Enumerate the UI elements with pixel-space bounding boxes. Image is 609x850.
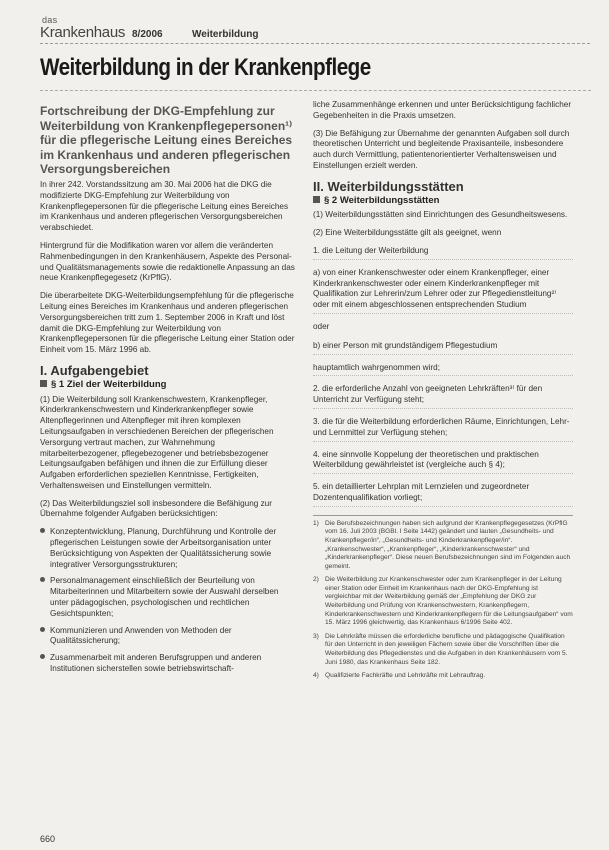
list-item: hauptamtlich wahrgenommen wird; xyxy=(313,363,573,377)
list-item: 5. ein detaillierter Lehrplan mit Lernzielen und zugeordneter Dozentenqualifikation vorliegt; xyxy=(313,482,573,507)
header-divider xyxy=(40,43,590,44)
logo-small-text: das xyxy=(42,15,58,25)
background-paragraph: Hintergrund für die Modifikation waren vor allem die veränderten Rahmenbedingungen in den Krankenhäusern, Aspekte des Personal- und Qualitätsmanagements sowie die redaktionelle Anpassung an das neue Krankenpflegegesetz (KrPflG). xyxy=(40,240,295,283)
footnotes xyxy=(313,515,573,681)
paragraph-heading-1-text: § 1 Ziel der Weiterbildung xyxy=(51,378,167,390)
right-column xyxy=(313,100,573,686)
list-item: a) von einer Krankenschwester oder einem Krankenpfleger, einer Kinderkrankenschwester oder einem Kinderkrankenpfleger mit Qualifikation zur Lehrerin/zum Lehrer oder zur Pflegedienstleitung²⁾ oder mit einem abgeschlossenen entsprechenden Studium xyxy=(313,268,573,314)
bullet-dot-icon xyxy=(40,654,45,659)
bullet-dot-icon xyxy=(40,627,45,632)
section-heading-weiterbildungsstaetten: II. Weiterbildungsstätten xyxy=(313,178,464,194)
suitability-paragraph: (2) Eine Weiterbildungsstätte gilt als geeignet, wenn xyxy=(313,228,502,238)
page-number: 660 xyxy=(40,834,56,844)
bullet-dot-icon xyxy=(40,528,45,533)
article-title: Weiterbildung in der Krankenpflege xyxy=(40,54,371,81)
section-heading-aufgabengebiet: I. Aufgabengebiet xyxy=(40,362,149,378)
list-item: b) einer Person mit grundständigem Pflegestudium xyxy=(313,341,573,355)
intro-paragraph: In ihrer 242. Vorstandssitzung am 30. Mai 2006 hat die DKG die modifizierte DKG-Empfehlung zur Weiterbildung von Krankenpflegepersonen für die pflegerische Leitung eines Bereiches im Krankenhaus und anderen pflegerischen Versorgungsbereichen verabschiedet. xyxy=(40,179,289,233)
bullet-dot-icon xyxy=(40,577,45,582)
list-item: Zusammenarbeit mit anderen Berufsgruppen und anderen Institutionen sicherstellen sowie betriebswirtschaft- xyxy=(40,653,295,675)
list-item: Kommunizieren und Anwenden von Methoden der Qualitätssicherung; xyxy=(40,626,295,648)
goal-paragraph-3: (3) Die Befähigung zur Übernahme der genannten Aufgaben soll durch theoretischen Unterricht und begleitende Praxisanteile, insbesondere auch durch Vermittlung, patientenorientierter Verhaltensweisen und Einstellungen erzielt werden. xyxy=(313,128,570,170)
square-bullet-icon xyxy=(313,196,320,203)
list-item: Personalmanagement einschließlich der Beurteilung von Mitarbeiterinnen und Mitarbeitern sowie der Auswahl derselben unter pädagogischen, psychologischen und rechtlichen Gesichtspunkten; xyxy=(40,576,295,619)
goal-paragraph-1: (1) Die Weiterbildung soll Krankenschwestern, Krankenpfleger, Kinderkrankenschwestern und Kinderkrankenpfleger sowie Altenpflegerinnen und Altenpfleger mit ihren komplexen Leitungsaufgaben in verschiedenen Bereichen der pflegerischen Versorgung vertraut machen, zur Wahrnehmung mitarbeiterbezogener, pflegebezogener und betriebsbezogener Leitungsaufgaben befähigen und ihnen die zur Erfüllung dieser Aufgaben erforderlichen speziellen Kenntnisse, Fertigkeiten, Verhaltensweisen und Einstellungen vermitteln. xyxy=(40,394,274,490)
title-divider xyxy=(40,90,591,91)
journal-logo xyxy=(40,16,125,40)
paragraph-heading-1 xyxy=(40,380,295,391)
institutions-paragraph: (1) Weiterbildungsstätten sind Einrichtungen des Gesundheitswesens. xyxy=(313,210,568,220)
list-item: Konzeptentwicklung, Planung, Durchführung und Kontrolle der pflegerischen Leistungen sowie der Arbeitsorganisation unter Berücksichtigung von Aspekten der Qualitätssicherung sowie integrativer Versorgungsstrukturen; xyxy=(40,527,295,570)
footnote: 3) Die Lehrkräfte müssen die erforderliche berufliche und pädagogische Qualifikation für den Unterricht in den jeweiligen Fächern sowie über die Vorschriften über die Weiterbildung des Pflegedienstes und die Aufgaben in den Krankenhäusern vom 5. Juni 1980, das Krankenhaus Seite 182. xyxy=(313,632,568,666)
paragraph-heading-2 xyxy=(313,196,573,207)
square-bullet-icon xyxy=(40,380,47,387)
effective-date-paragraph: Die überarbeitete DKG-Weiterbildungsempfehlung für die pflegerische Leitung eines Bereiches im Krankenhaus und anderen pflegerischen Versorgungsbereichen tritt zum 1. September 2006 in Kraft und löst damit die DKG-Empfehlung zur Weiterbildung von Krankenpflegepersonen für die pflegerische Leitung einer Station oder Einheit vom 15. März 1996 ab. xyxy=(40,291,295,355)
continued-paragraph: liche Zusammenhänge erkennen und unter Berücksichtigung fachlicher Gegebenheiten in die Praxis umsetzen. xyxy=(313,100,572,120)
footnote: 4) Qualifizierte Fachkräfte und Lehrkräfte mit Lehrauftrag. xyxy=(313,672,486,680)
left-column xyxy=(40,100,295,681)
footnote: 2) Die Weiterbildung zur Krankenschwester oder zum Krankenpfleger in der Leitung einer Station oder Einheit im Krankenhaus nach der DKG-Empfehlung ist vergleichbar mit der Weiterbildung gemäß der „Empfehlung der DKG zur Weiterbildung und Prüfung von Krankenschwestern, Krankenpflegern, Kinderkrankenschwestern und Kinderkrankenpflegern für die Leitungsaufgaben“ vom 15. März 1996 gleichwertig, das Krankenhaus 6/1996 Seite 402. xyxy=(313,576,573,627)
goal-paragraph-2: (2) Das Weiterbildungsziel soll insbesondere die Befähigung zur Übernahme folgender Aufgaben berücksichtigen: xyxy=(40,498,272,519)
list-item: 2. die erforderliche Anzahl von geeigneten Lehrkräften³⁾ für den Unterricht zur Verfügung steht; xyxy=(313,384,573,409)
list-item: 4. eine sinnvolle Koppelung der theoretischen und praktischen Weiterbildung gewährleistet ist (vergleiche auch § 4); xyxy=(313,450,573,475)
list-item: oder xyxy=(313,321,330,331)
article-subtitle: Fortschreibung der DKG-Empfehlung zur Weiterbildung von Krankenpflegepersonen¹⁾ für die pflegerische Leitung eines Bereiches im Krankenhaus und anderen pflegerischen Versorgungsbereichen xyxy=(40,104,293,177)
list-item: 3. die für die Weiterbildung erforderlichen Räume, Einrichtungen, Lehr- und Lernmittel zur Verfügung stehen; xyxy=(313,417,573,442)
list-item: 1. die Leitung der Weiterbildung xyxy=(313,246,573,260)
footnote: 1) Die Berufsbezeichnungen haben sich aufgrund der Krankenpflegegesetzes (KrPflG vom 16. Juli 2003 (BGBl. I Seite 1442) geändert und lauten „Gesundheits- und Krankenpfleger/in“, „Gesundheits- und Kinderkrankenpfleger/in“. „Krankenschwester“, „Krankenpfleger“, „Kinderkrankenschwester“ und „Kinderkrankenpfleger“. Diese neuen Berufsbezeichnungen sind im Folgenden auch gemeint. xyxy=(313,519,571,570)
page-header xyxy=(40,16,590,44)
paragraph-heading-2-text: § 2 Weiterbildungsstätten xyxy=(324,194,440,206)
logo-big-text: Krankenhaus xyxy=(40,24,126,41)
issue-number: 8/2006 xyxy=(132,29,163,40)
section-label: Weiterbildung xyxy=(192,29,259,40)
